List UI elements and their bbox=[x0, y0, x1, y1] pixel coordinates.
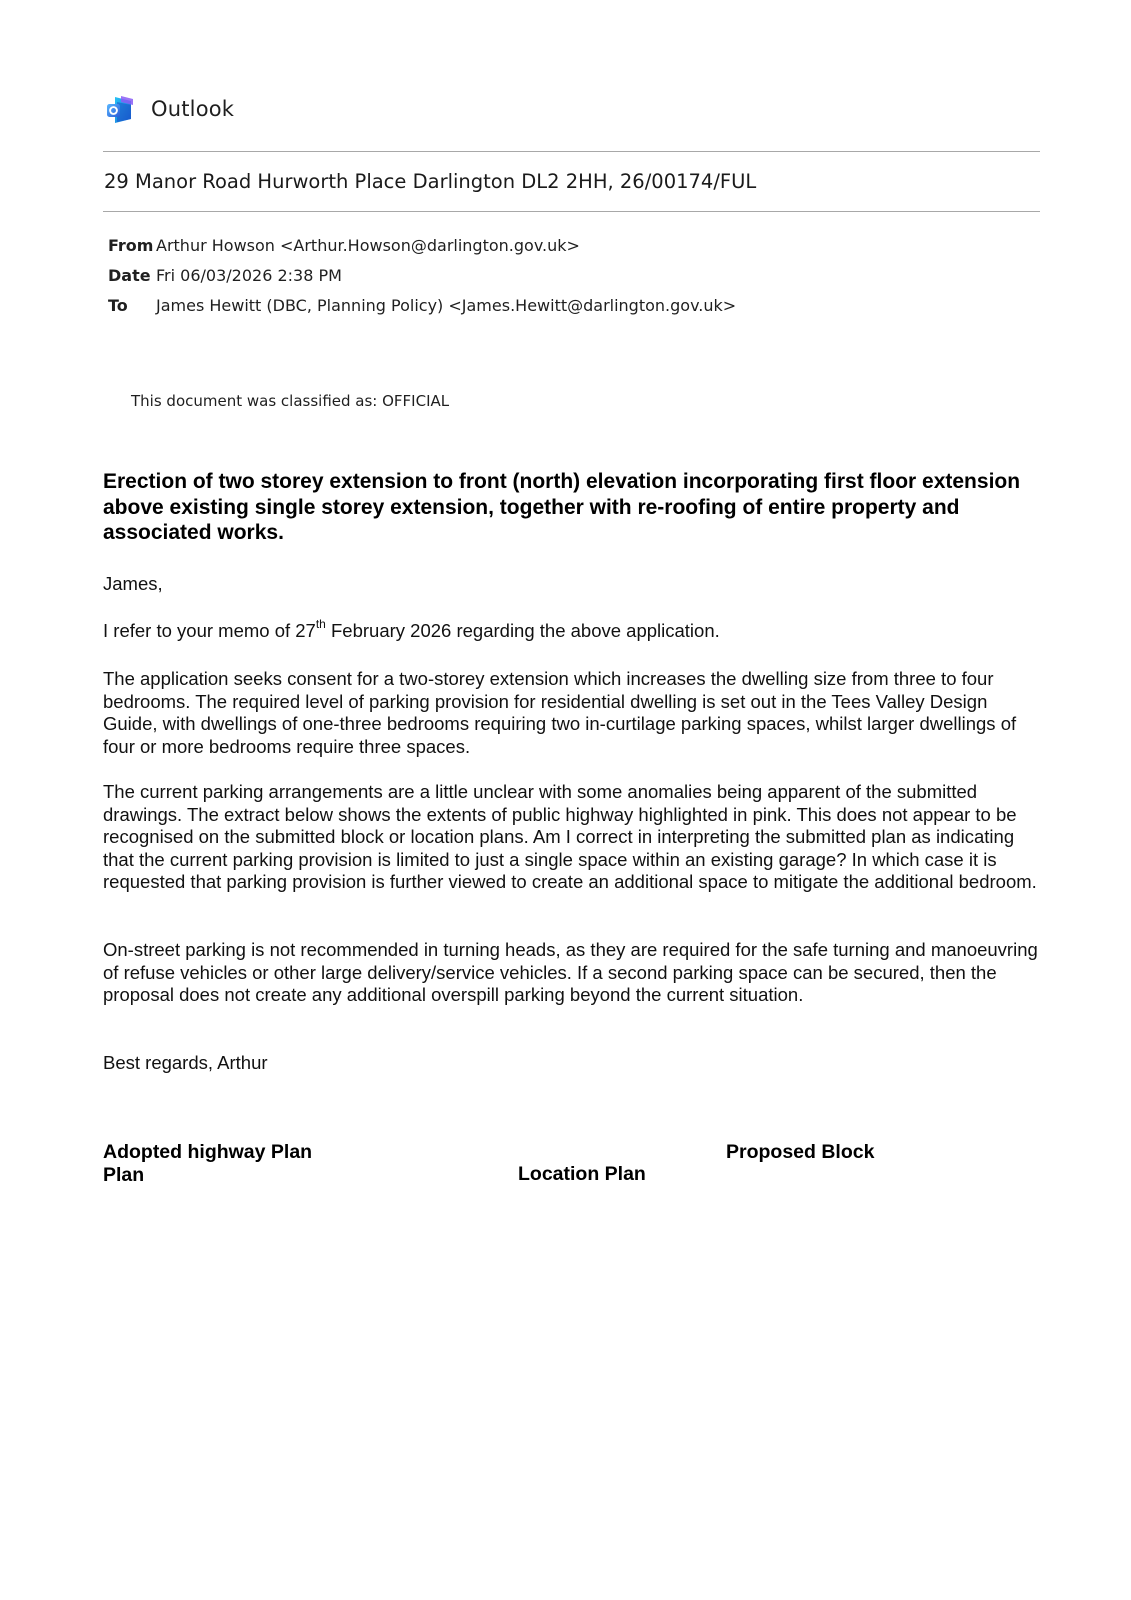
to-value: James Hewitt (DBC, Planning Policy) <James.Hewitt@darlington.gov.uk> bbox=[156, 296, 737, 315]
app-name: Outlook bbox=[151, 97, 235, 121]
paragraph-current-arrangements: The current parking arrangements are a little unclear with some anomalies being apparent of the submitted drawings. The extract below shows the extents of public highway highlighted in pink. This does not appear to be recognised on the submitted block or location plans. Am I correct in interpreting the submitted plan as indicating that the current parking provision is limited to just a single space within an existing garage? In which case it is requested that parking provision is further viewed to create an additional space to mitigate the additional bedroom. bbox=[103, 781, 1037, 892]
memo-ref-after: February 2026 regarding the above application. bbox=[325, 620, 720, 641]
email-headers bbox=[108, 231, 736, 321]
email-subject: 29 Manor Road Hurworth Place Darlington DL2 2HH, 26/00174/FUL bbox=[104, 170, 757, 193]
plan-label-location: Location Plan bbox=[518, 1163, 646, 1185]
memo-ref-superscript: th bbox=[315, 616, 326, 631]
greeting: James, bbox=[103, 573, 163, 594]
from-label: From bbox=[108, 236, 154, 255]
classification-notice: This document was classified as: OFFICIAL bbox=[131, 392, 450, 410]
to-row bbox=[108, 291, 736, 321]
paragraph-on-street-parking: On-street parking is not recommended in turning heads, as they are required for the safe turning and manoeuvring of refuse vehicles or other large delivery/service vehicles. If a second parking space can be secured, then the proposal does not create any additional overspill parking beyond the current situation. bbox=[103, 939, 1038, 1005]
memo-reference bbox=[103, 616, 1038, 643]
plan-label-proposed-block: Proposed Block bbox=[726, 1141, 875, 1163]
from-value: Arthur Howson <Arthur.Howson@darlington.gov.uk> bbox=[156, 236, 580, 255]
app-brand bbox=[104, 92, 234, 126]
memo-ref-before: I refer to your memo of 27 bbox=[103, 620, 316, 641]
divider-bottom bbox=[103, 211, 1040, 212]
plan-label-adopted-highway: Adopted highway Plan Plan bbox=[103, 1141, 313, 1186]
divider-top bbox=[103, 151, 1040, 152]
from-row bbox=[108, 231, 736, 261]
paragraph-parking-requirements: The application seeks consent for a two-storey extension which increases the dwelling size from three to four bedrooms. The required level of parking provision for residential dwelling is set out in the Tees Valley Design Guide, with dwellings of one-three bedrooms requiring two in-curtilage parking spaces, whilst larger dwellings of four or more bedrooms require three spaces. bbox=[103, 668, 1017, 757]
signoff: Best regards, Arthur bbox=[103, 1052, 268, 1073]
date-value: Fri 06/03/2026 2:38 PM bbox=[156, 266, 342, 285]
outlook-logo-icon bbox=[104, 93, 136, 125]
application-heading: Erection of two storey extension to front (north) elevation incorporating first floor extension above existing single storey extension, together with re-roofing of entire property and associated works. bbox=[103, 470, 1021, 544]
date-label: Date bbox=[108, 266, 151, 285]
to-label: To bbox=[108, 296, 128, 315]
date-row bbox=[108, 261, 736, 291]
